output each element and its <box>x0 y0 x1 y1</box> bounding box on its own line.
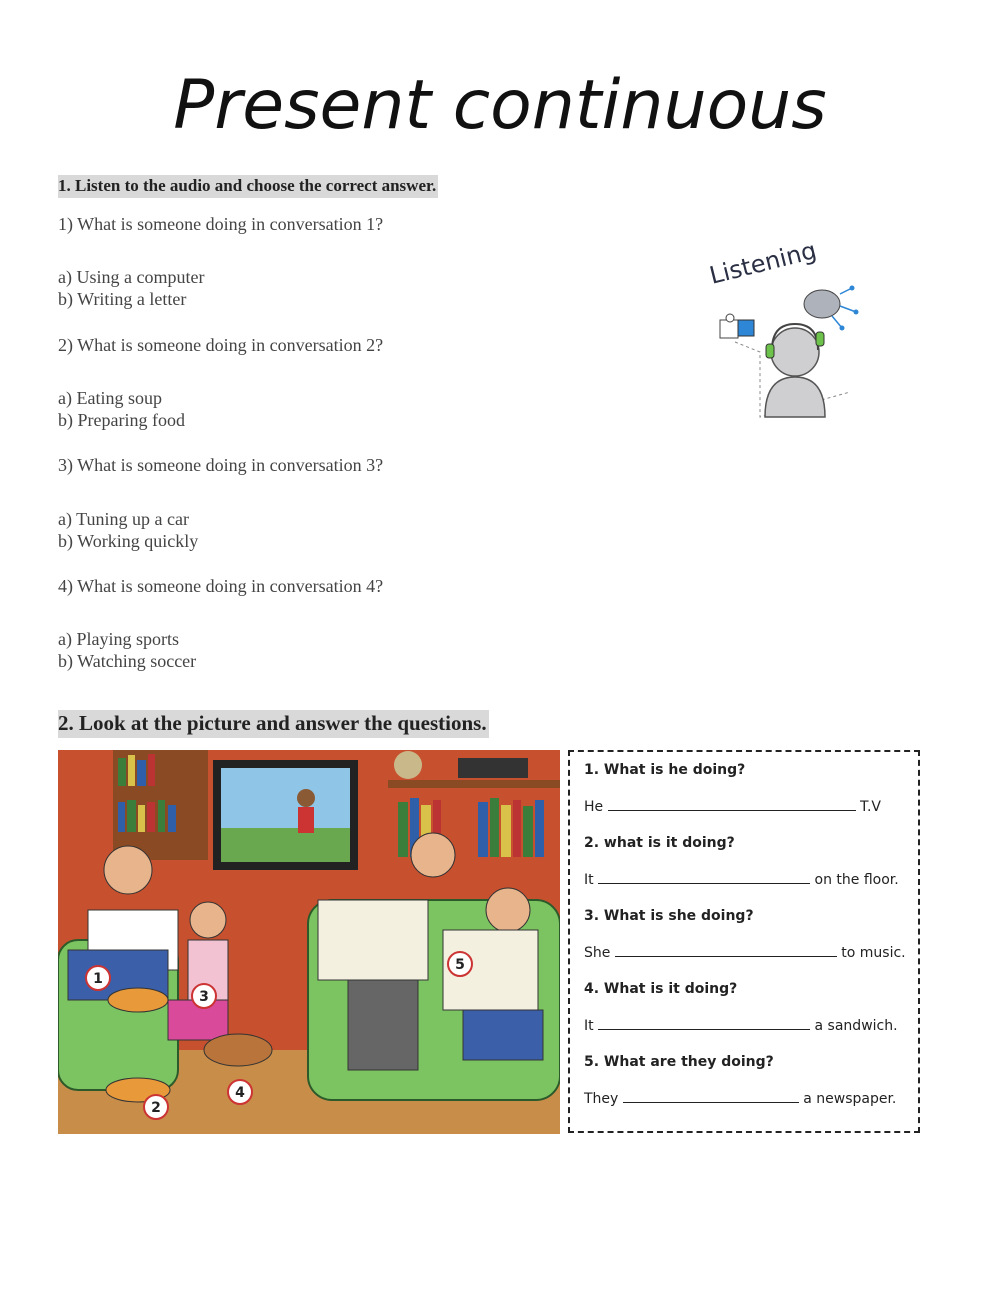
pq-4-suffix: a sandwich. <box>814 1018 898 1034</box>
pq-4-question: 4. What is it doing? <box>584 981 738 997</box>
pq-3-question: 3. What is she doing? <box>584 908 754 924</box>
question-3: 3) What is someone doing in conversation 3? <box>58 455 384 475</box>
option-3b[interactable]: b) Working quickly <box>58 531 199 551</box>
pq-4-prefix: It <box>584 1018 594 1034</box>
option-4a[interactable]: a) Playing sports <box>58 629 179 649</box>
question-4: 4) What is someone doing in conversation 4? <box>58 576 384 596</box>
pq-2-answer <box>584 871 899 888</box>
marker-2: 2 <box>151 1100 161 1116</box>
pq-1-suffix: T.V <box>860 799 881 815</box>
pq-1-blank[interactable] <box>608 798 856 811</box>
listening-illustration <box>700 232 870 432</box>
section-2-heading: 2. Look at the picture and answer the questions. <box>58 710 489 738</box>
marker-3: 3 <box>199 989 209 1005</box>
pq-2-question: 2. what is it doing? <box>584 835 735 851</box>
pq-3-prefix: She <box>584 945 611 961</box>
brain-icon <box>804 286 859 331</box>
option-3a[interactable]: a) Tuning up a car <box>58 509 189 529</box>
pq-5-answer <box>584 1090 896 1107</box>
pq-2-suffix: on the floor. <box>814 872 899 888</box>
option-2a[interactable]: a) Eating soup <box>58 388 162 408</box>
pq-3-answer <box>584 944 906 961</box>
option-2b[interactable]: b) Preparing food <box>58 410 185 430</box>
question-2: 2) What is someone doing in conversation 2? <box>58 335 384 355</box>
marker-4: 4 <box>235 1085 245 1101</box>
option-4b[interactable]: b) Watching soccer <box>58 651 197 671</box>
pq-5-suffix: a newspaper. <box>803 1091 897 1107</box>
pq-5-question: 5. What are they doing? <box>584 1054 774 1070</box>
pq-2-prefix: It <box>584 872 594 888</box>
marker-1: 1 <box>93 971 103 987</box>
option-1a[interactable]: a) Using a computer <box>58 267 205 287</box>
pq-5-prefix: They <box>584 1091 619 1107</box>
marker-5: 5 <box>455 957 465 973</box>
question-1: 1) What is someone doing in conversation 1? <box>58 214 384 234</box>
pq-3-blank[interactable] <box>615 944 837 957</box>
page-title: Present continuous <box>173 66 827 145</box>
puzzle-icon <box>720 314 754 338</box>
option-1b[interactable]: b) Writing a letter <box>58 289 187 309</box>
pq-5-blank[interactable] <box>623 1090 799 1103</box>
pq-1-question: 1. What is he doing? <box>584 762 746 778</box>
pq-1-prefix: He <box>584 799 604 815</box>
pq-1-answer <box>584 798 881 815</box>
listening-label: Listening <box>706 236 820 290</box>
pq-3-suffix: to music. <box>841 945 906 961</box>
section-1-heading: 1. Listen to the audio and choose the correct answer. <box>58 175 438 198</box>
pq-4-blank[interactable] <box>598 1017 810 1030</box>
living-room-picture <box>58 750 560 1134</box>
person-icon <box>765 324 825 417</box>
question-box <box>568 750 920 1133</box>
pq-4-answer <box>584 1017 898 1034</box>
pq-2-blank[interactable] <box>598 871 810 884</box>
